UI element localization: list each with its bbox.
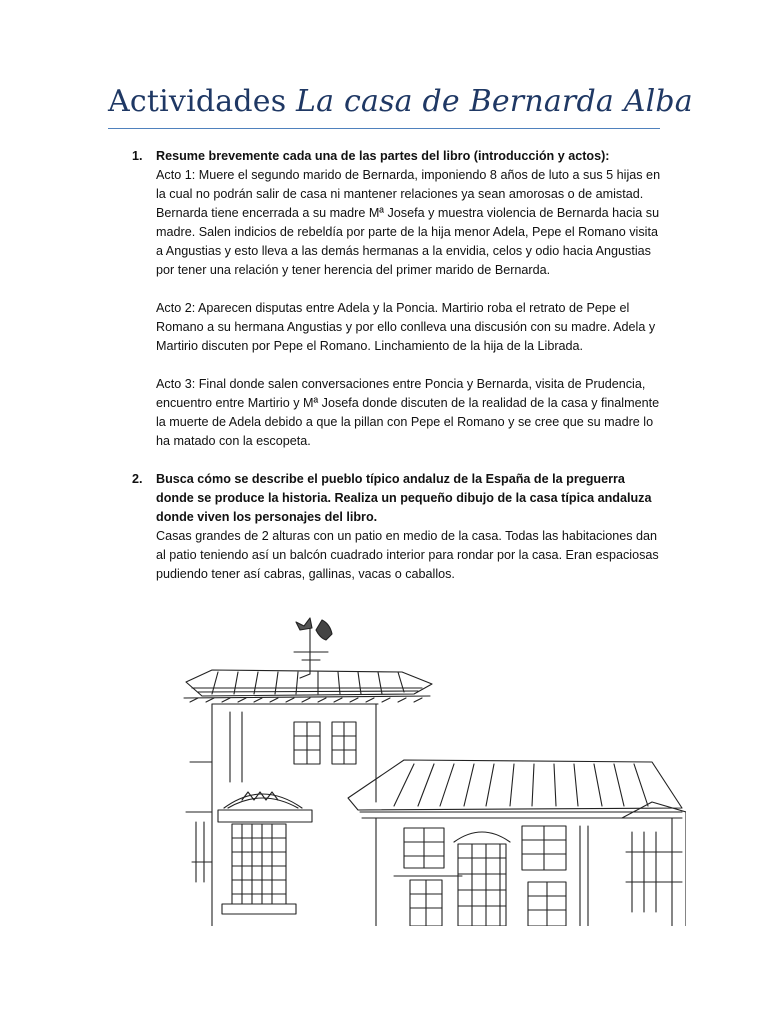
main-facade <box>376 818 672 926</box>
answer-paragraph: Acto 1: Muere el segundo marido de Bernarda, imponiendo 8 años de luto a sus 5 hijas en la cual no podrán salir de casa ni mantener relaciones ya sean amorosas o de amistad. Bernarda tiene encerrada a su madre Mª Josefa y muestra violencia de Bernarda hacia su madre. Salen indicios de rebeldía por parte de la hija menor Adela, Pepe el Romano visita a Angustias y esto lleva a las demás hermanas a la envidia, celos y odio hacia Angustias por tener una relación y tener herencia del primer marido de Bernarda. <box>156 168 661 277</box>
balcony-drawing <box>218 792 312 914</box>
tower-body <box>212 704 378 926</box>
page-title <box>108 84 693 119</box>
right-wing <box>622 802 686 926</box>
activity-item-1 <box>108 147 664 451</box>
item-number: 2. <box>132 472 143 486</box>
answer-paragraph: Acto 3: Final donde salen conversaciones entre Poncia y Bernarda, visita de Prudencia, encuentro entre Martirio y Mª Josefa donde discuten de la realidad de la casa y finalmente la muerte de Adela debido a que la pillan con Pepe el Romano y se cree que su madre lo ha matado con la escopeta. <box>156 377 660 448</box>
left-facade <box>186 762 212 882</box>
answer-paragraph: Acto 2: Aparecen disputas entre Adela y la Poncia. Martirio roba el retrato de Pepe el Romano a su hermana Angustias y por ello conlleva una discusión con su madre. Adela y Martirio discuten por Pepe el Romano. Linchamiento de la hija de la Librada. <box>156 301 656 353</box>
title-underline <box>108 128 660 129</box>
andalusian-house-sketch <box>182 612 686 926</box>
answer-paragraph: Casas grandes de 2 alturas con un patio en medio de la casa. Todas las habitaciones dan al patio teniendo así un balcón cuadrado interior para rondar por la casa. Eran espaciosas pudiendo tener así cabras, gallinas, vacas o caballos. <box>156 529 659 581</box>
item-question: Resume brevemente cada una de las partes del libro (introducción y actos): <box>156 149 610 163</box>
item-question: Busca cómo se describe el pueblo típico andaluz de la España de la preguerra donde se produce la historia. Realiza un pequeño dibujo de la casa típica andaluza donde viven los personajes del libro. <box>156 472 652 524</box>
title-italic: La casa de Bernarda Alba <box>296 84 693 119</box>
main-roof <box>348 760 682 818</box>
title-regular: Actividades <box>108 84 297 119</box>
item-number: 1. <box>132 149 143 163</box>
weathervane-drawing <box>294 618 332 678</box>
activity-item-2 <box>108 470 664 584</box>
activity-list <box>108 147 664 603</box>
